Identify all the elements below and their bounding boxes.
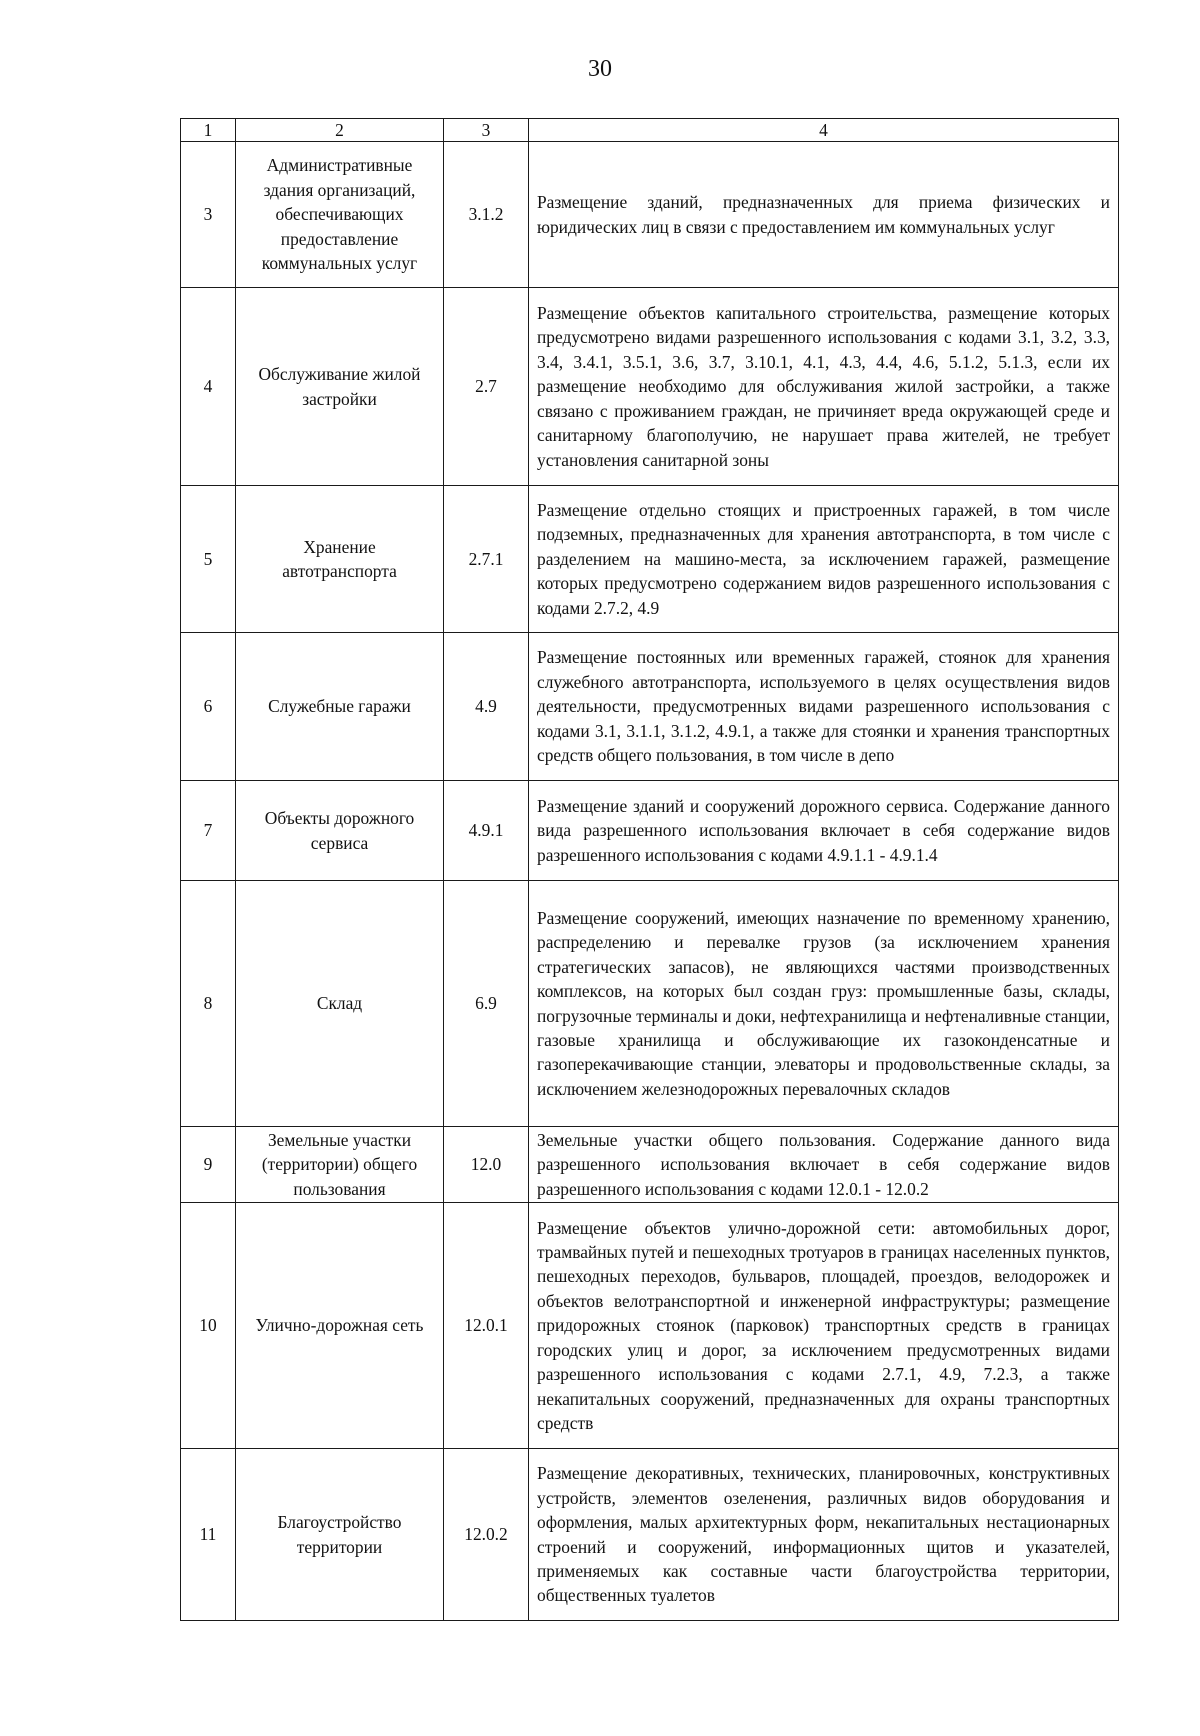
use-type-name: Административные здания организаций, обеспечивающих предоставление коммунальных услуг [236, 142, 444, 288]
header-cell-1: 1 [181, 119, 236, 142]
use-type-code: 12.0 [444, 1127, 529, 1203]
use-type-name: Служебные гаражи [236, 633, 444, 781]
use-type-description: Размещение объектов улично-дорожной сети: автомобильных дорог, трамвайных путей и пешеходных тротуаров в границах населенных пунктов, пешеходных переходов, бульваров, площадей, проездов, велодорожек и объектов велотранспортной и инженерной инфраструктуры; размещение придорожных стоянок (парковок) транспортных средств в границах городских улиц и дорог, за исключением предусмотренных видами разрешенного использования с кодами 2.7.1, 4.9, 7.2.3, а также некапитальных сооружений, предназначенных для охраны транспортных средств [529, 1203, 1119, 1449]
use-type-code: 2.7 [444, 288, 529, 486]
table-row [181, 1127, 1119, 1203]
table-row [181, 288, 1119, 486]
use-type-description: Размещение объектов капитального строительства, размещение которых предусмотрено видами разрешенного использования с кодами 3.1, 3.2, 3.3, 3.4, 3.4.1, 3.5.1, 3.6, 3.7, 3.10.1, 4.1, 4.3, 4.4, 4.6, 5.1.2, 5.1.3, если их размещение необходимо для обслуживания жилой застройки, а также связано с проживанием граждан, не причиняет вреда окружающей среде и санитарному благополучию, не нарушает права жителей, не требует установления санитарной зоны [529, 288, 1119, 486]
table-row [181, 781, 1119, 881]
row-number: 10 [181, 1203, 236, 1449]
row-number: 6 [181, 633, 236, 781]
header-cell-2: 2 [236, 119, 444, 142]
use-type-description: Размещение сооружений, имеющих назначение по временному хранению, распределению и перевалке грузов (за исключением хранения стратегических запасов), не являющихся частями производственных комплексов, на которых был создан груз: промышленные базы, склады, погрузочные терминалы и доки, нефтехранилища и нефтеналивные станции, газовые хранилища и обслуживающие их газоконденсатные и газоперекачивающие станции, элеваторы и продовольственные склады, за исключением железнодорожных перевалочных складов [529, 881, 1119, 1127]
table-row [181, 486, 1119, 633]
header-row [181, 119, 1119, 142]
use-type-name: Хранение автотранспорта [236, 486, 444, 633]
use-type-name: Объекты дорожного сервиса [236, 781, 444, 881]
use-type-description: Размещение зданий и сооружений дорожного сервиса. Содержание данного вида разрешенного использования включает в себя содержание видов разрешенного использования с кодами 4.9.1.1 - 4.9.1.4 [529, 781, 1119, 881]
row-number: 11 [181, 1449, 236, 1621]
use-type-code: 12.0.1 [444, 1203, 529, 1449]
use-type-name: Улично-дорожная сеть [236, 1203, 444, 1449]
row-number: 5 [181, 486, 236, 633]
row-number: 9 [181, 1127, 236, 1203]
use-type-name: Обслуживание жилой застройки [236, 288, 444, 486]
use-type-description: Размещение отдельно стоящих и пристроенных гаражей, в том числе подземных, предназначенных для хранения автотранспорта, в том числе с разделением на машино-места, за исключением гаражей, размещение которых предусмотрено содержанием видов разрешенного использования с кодами 2.7.2, 4.9 [529, 486, 1119, 633]
use-type-name: Земельные участки (территории) общего пользования [236, 1127, 444, 1203]
table-row [181, 633, 1119, 781]
header-cell-4: 4 [529, 119, 1119, 142]
use-type-description: Земельные участки общего пользования. Содержание данного вида разрешенного использования включает в себя содержание видов разрешенного использования с кодами 12.0.1 - 12.0.2 [529, 1127, 1119, 1203]
use-type-code: 12.0.2 [444, 1449, 529, 1621]
header-cell-3: 3 [444, 119, 529, 142]
use-type-description: Размещение зданий, предназначенных для приема физических и юридических лиц в связи с предоставлением им коммунальных услуг [529, 142, 1119, 288]
land-use-table [180, 118, 1119, 1621]
use-type-code: 4.9.1 [444, 781, 529, 881]
row-number: 7 [181, 781, 236, 881]
use-type-name: Склад [236, 881, 444, 1127]
row-number: 3 [181, 142, 236, 288]
use-type-code: 3.1.2 [444, 142, 529, 288]
table-row [181, 142, 1119, 288]
use-type-code: 2.7.1 [444, 486, 529, 633]
use-type-description: Размещение декоративных, технических, планировочных, конструктивных устройств, элементов озеленения, различных видов оборудования и оформления, малых архитектурных форм, некапитальных нестационарных строений и сооружений, информационных щитов и указателей, применяемых как составные части благоустройства территории, общественных туалетов [529, 1449, 1119, 1621]
use-type-code: 4.9 [444, 633, 529, 781]
page-number: 30 [588, 56, 612, 82]
table-row [181, 1449, 1119, 1621]
use-type-description: Размещение постоянных или временных гаражей, стоянок для хранения служебного автотранспорта, используемого в целях осуществления видов деятельности, предусмотренных видами разрешенного использования с кодами 3.1, 3.1.1, 3.1.2, 4.9.1, а также для стоянки и хранения транспортных средств общего пользования, в том числе в депо [529, 633, 1119, 781]
use-type-name: Благоустройство территории [236, 1449, 444, 1621]
use-type-code: 6.9 [444, 881, 529, 1127]
table-row [181, 1203, 1119, 1449]
row-number: 8 [181, 881, 236, 1127]
row-number: 4 [181, 288, 236, 486]
table-row [181, 881, 1119, 1127]
